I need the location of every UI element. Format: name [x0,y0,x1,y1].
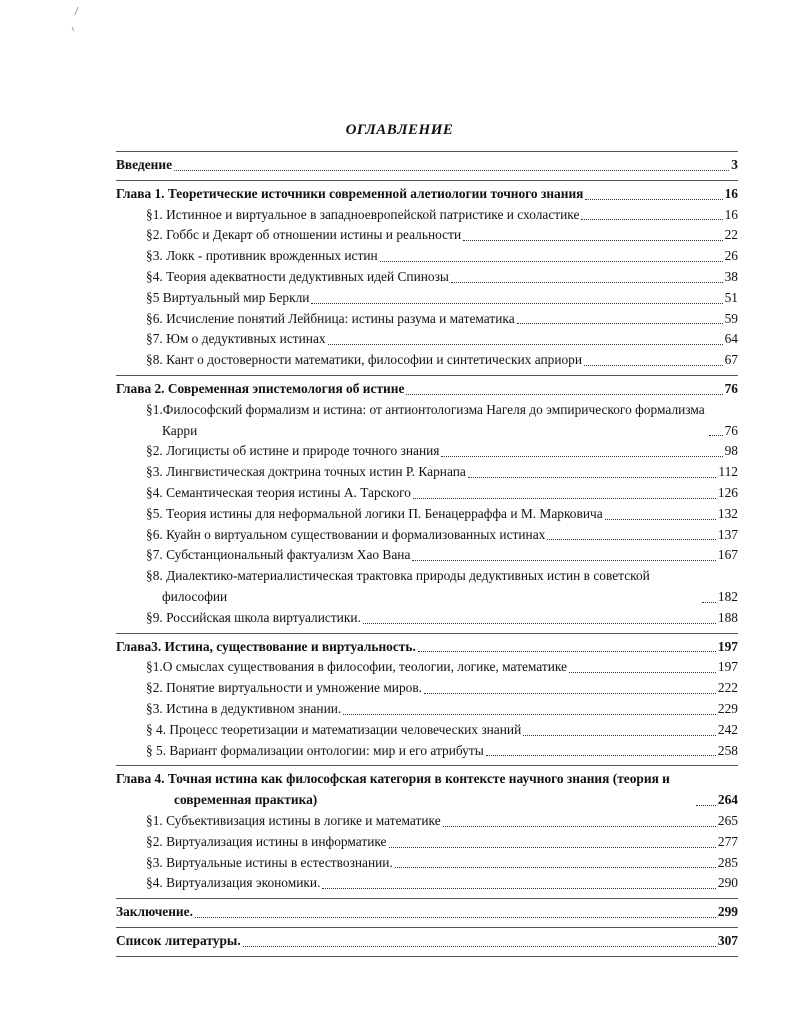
toc-section-entry[interactable] [116,309,738,330]
dot-leader [569,672,716,673]
toc-entry-conclusion[interactable] [116,902,738,923]
toc-entry-bibliography[interactable] [116,931,738,952]
dot-leader [451,282,723,283]
toc-section-entry[interactable] [116,678,738,699]
dot-leader [174,170,729,171]
dot-leader [328,344,723,345]
toc-entry-label: §2. Логицисты об истине и природе точного знания [146,443,440,459]
toc-entry-label: § 5. Вариант формализации онтологии: мир и его атрибуты [146,742,484,758]
toc-entry-label: Список литературы. [116,932,241,948]
toc-entry-label: §2. Виртуализация истины в информатике [146,833,387,849]
toc-entry-page: 242 [717,721,738,737]
toc-chapter-entry[interactable] [116,379,738,400]
toc-chapter-group [116,633,738,766]
toc-entry-intro[interactable] [116,155,738,176]
toc-entry-page: 307 [717,932,738,948]
dot-leader [696,805,716,806]
toc-section-entry[interactable] [116,462,738,483]
toc-entry-page: 64 [724,331,738,347]
toc-section-entry[interactable] [116,400,738,442]
toc-entry-label: §3. Лингвистическая доктрина точных истин Р. Карнапа [146,464,466,480]
toc-entry-page: 3 [731,157,738,172]
toc-entry-page: 264 [717,792,738,808]
toc-section-entry[interactable] [116,657,738,678]
toc-entry-label: §3. Истина в дедуктивном знании. [146,700,342,716]
toc-entry-label: §2. Понятие виртуальности и умножение миров. [146,680,423,696]
toc-section-entry[interactable] [116,441,738,462]
dot-leader [486,755,716,756]
toc-conclusion-group [116,898,738,927]
toc-entry-label: §5. Теория истины для неформальной логики П. Бенацерраффа и М. Марковича [146,505,603,521]
dot-leader [243,946,716,947]
toc-section-entry[interactable] [116,329,738,350]
toc-entry-label: §5 Виртуальный мир Беркли [146,289,310,305]
toc-entry-label: Глава 2. Современная эпистемология об истине [116,380,405,396]
toc-entry-page: 38 [724,268,738,284]
dot-leader [443,826,716,827]
toc-entry-label: §4. Теория адекватности дедуктивных идей Спинозы [146,268,449,284]
toc-entry-label: §1.О смыслах существования в философии, теологии, логике, математике [146,659,567,675]
toc-entry-page: 197 [717,659,738,675]
toc-chapter-group [116,375,738,633]
toc-section-entry[interactable] [116,566,738,608]
toc-entry-label: Глава3. Истина, существование и виртуальность. [116,638,416,654]
toc-entry-label: §2. Гоббс и Декарт об отношении истины и реальности [146,227,462,243]
toc-entry-page: 132 [717,505,738,521]
toc-entry-label: §1.Философский формализм и истина: от антионтологизма Нагеля до эмпирического формализма Карри [146,401,705,438]
toc-section-entry[interactable] [116,853,738,874]
toc-section-entry[interactable] [116,811,738,832]
toc-section-entry[interactable] [116,699,738,720]
dot-leader [585,199,722,200]
toc-entry-page: 188 [717,609,738,625]
toc-section-entry[interactable] [116,267,738,288]
toc-section-entry[interactable] [116,483,738,504]
toc-entry-page: 76 [724,380,738,396]
toc-section-entry[interactable] [116,246,738,267]
dot-leader [468,477,717,478]
dot-leader [581,219,722,220]
table-of-contents [116,151,738,957]
toc-entry-page: 265 [717,812,738,828]
toc-entry-page: 26 [724,248,738,264]
toc-entry-label: § 4. Процесс теоретизации и математизации человеческих знаний [146,721,522,737]
dot-leader [195,917,716,918]
toc-entry-label: Заключение. [116,904,193,920]
toc-entry-page: 222 [717,680,738,696]
toc-entry-page: 59 [724,310,738,326]
toc-chapter-entry[interactable] [116,184,738,205]
toc-section-entry[interactable] [116,205,738,226]
toc-entry-label: §1. Истинное и виртуальное в западноевропейской патристике и схоластике [146,206,580,222]
toc-entry-label: §3. Виртуальные истины в естествознании. [146,854,393,870]
dot-leader [343,714,716,715]
dot-leader [523,735,716,736]
dot-leader [418,651,716,652]
toc-entry-label: §6. Исчисление понятий Лейбница: истины разума и математика [146,310,515,326]
toc-entry-page: 76 [724,422,738,438]
toc-section-entry[interactable] [116,525,738,546]
toc-entry-label: §3. Локк - противник врожденных истин [146,248,378,264]
toc-bibliography-group [116,927,738,957]
toc-entry-page: 285 [717,854,738,870]
dot-leader [517,323,723,324]
toc-entry-page: 126 [717,484,738,500]
toc-section-entry[interactable] [116,545,738,566]
toc-entry-label: §4. Виртуализация экономики. [146,875,321,891]
toc-entry-page: 299 [717,904,738,920]
dot-leader [311,303,722,304]
toc-entry-page: 290 [717,875,738,891]
toc-entry-page: 112 [718,464,738,480]
dot-leader [322,888,715,889]
dot-leader [605,519,716,520]
toc-section-entry[interactable] [116,741,738,762]
dot-leader [424,693,716,694]
toc-section-entry[interactable] [116,608,738,629]
dot-leader [463,240,722,241]
toc-chapter-group [116,765,738,898]
toc-section-entry[interactable] [116,225,738,246]
toc-entry-label: §1. Субъективизация истины в логике и математике [146,812,441,828]
dot-leader [709,435,723,436]
toc-entry-page: 16 [724,206,738,222]
toc-entry-page: 182 [717,588,738,604]
dot-leader [413,498,716,499]
toc-entry-label: §7. Субстанциональный фактуализм Хао Вана [146,547,411,563]
dot-leader [547,539,716,540]
dot-leader [702,602,716,603]
dot-leader [441,456,722,457]
toc-chapter-group [116,180,738,375]
toc-entry-page: 67 [724,352,738,368]
dot-leader [406,394,722,395]
toc-section-entry[interactable] [116,873,738,894]
dot-leader [389,847,716,848]
toc-intro-group [116,151,738,180]
toc-chapter-entry[interactable] [116,769,738,811]
toc-entry-page: 22 [724,227,738,243]
dot-leader [380,261,723,262]
toc-entry-label: §8. Кант о достоверности математики, философии и синтетических априори [146,352,583,368]
toc-section-entry[interactable] [116,350,738,371]
dot-leader [584,365,723,366]
toc-entry-label: §6. Куайн о виртуальном существовании и формализованных истинах [146,526,546,542]
toc-entry-page: 197 [717,638,738,654]
dot-leader [363,623,716,624]
toc-section-entry[interactable] [116,504,738,525]
toc-section-entry[interactable] [116,288,738,309]
toc-entry-page: 229 [717,700,738,716]
toc-section-entry[interactable] [116,720,738,741]
toc-entry-label: §7. Юм о дедуктивных истинах [146,331,326,347]
dot-leader [412,560,715,561]
toc-entry-page: 258 [717,742,738,758]
toc-entry-label: Глава 4. Точная истина как философская категория в контексте научного знания (теория и современная практика) [116,771,670,808]
toc-entry-page: 16 [724,185,738,201]
toc-entry-label: §4. Семантическая теория истины А. Тарского [146,484,412,500]
toc-entry-label: §9. Российская школа виртуалистики. [146,609,361,625]
toc-entry-page: 137 [717,526,738,542]
toc-entry-page: 277 [717,833,738,849]
toc-entry-label: Глава 1. Теоретические источники современной алетиологии точного знания [116,185,584,201]
toc-chapter-entry[interactable] [116,637,738,658]
scan-mark [68,5,82,45]
toc-section-entry[interactable] [116,832,738,853]
toc-entry-label: §8. Диалектико-материалистическая трактовка природы дедуктивных истин в советской философии [146,568,650,604]
page-title: ОГЛАВЛЕНИЕ [345,122,454,138]
toc-entry-label: Введение [116,157,173,172]
toc-entry-page: 167 [717,547,738,563]
toc-entry-page: 98 [724,443,738,459]
dot-leader [395,867,716,868]
toc-entry-page: 51 [724,289,738,305]
